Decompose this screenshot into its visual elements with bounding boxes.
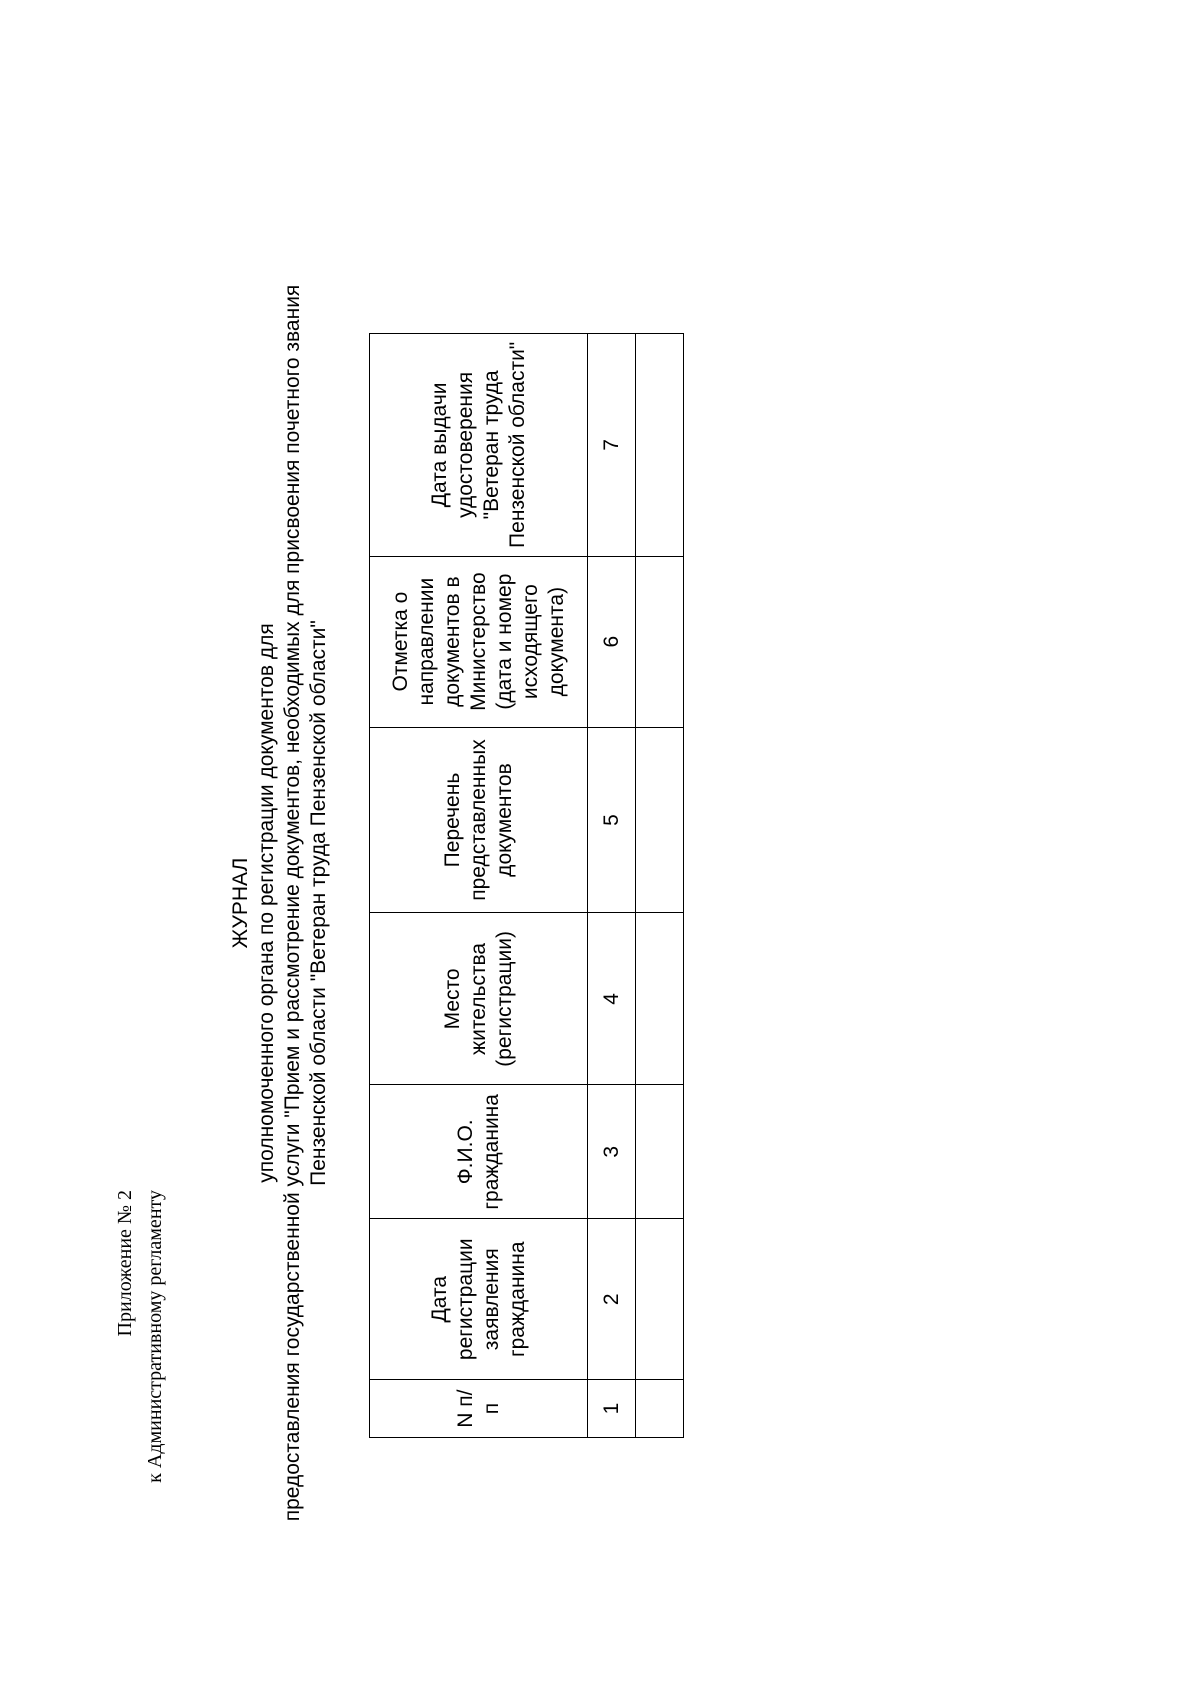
table-cell	[636, 1380, 684, 1438]
title-line-3: предоставления государственной услуги "Прием и рассмотрение документов, необходимых для присвоения почетного звания	[281, 284, 304, 1522]
column-number-cell: 4	[588, 913, 636, 1085]
table-cell	[636, 334, 684, 557]
table-cell	[636, 1085, 684, 1219]
column-number-cell: 5	[588, 727, 636, 913]
table-cell	[636, 727, 684, 913]
table-numbering-row	[588, 334, 636, 1438]
title-line-4: Пензенской области "Ветеран труда Пензенской области"	[307, 620, 330, 1186]
appendix-note	[110, 1190, 170, 1483]
title-line-2: уполномоченного органа по регистрации документов для	[255, 623, 278, 1183]
column-header-certificate-date: Дата выдачи удостоверения "Ветеран труда Пензенской области"	[370, 334, 588, 557]
appendix-number: Приложение № 2	[114, 1190, 136, 1337]
title-heading: ЖУРНАЛ	[229, 857, 252, 949]
table-cell	[636, 1219, 684, 1380]
journal-table	[369, 333, 684, 1438]
column-header-number: N п/п	[370, 1380, 588, 1438]
column-header-full-name: Ф.И.О. гражданина	[370, 1085, 588, 1219]
table-cell	[636, 913, 684, 1085]
column-number-cell: 1	[588, 1380, 636, 1438]
column-header-registration-date: Дата регистрации заявления гражданина	[370, 1219, 588, 1380]
column-number-cell: 6	[588, 556, 636, 727]
column-number-cell: 7	[588, 334, 636, 557]
column-header-residence: Место жительства (регистрации)	[370, 913, 588, 1085]
table-cell	[636, 556, 684, 727]
column-number-cell: 2	[588, 1219, 636, 1380]
table-row	[636, 334, 684, 1438]
journal-title	[228, 108, 332, 1698]
table-header-row	[370, 334, 588, 1438]
column-header-ministry-note: Отметка о направлении документов в Министерство (дата и номер исходящего документа)	[370, 556, 588, 727]
column-number-cell: 3	[588, 1085, 636, 1219]
appendix-reference: к Административному регламенту	[144, 1190, 166, 1483]
column-header-documents-list: Перечень представленных документов	[370, 727, 588, 913]
